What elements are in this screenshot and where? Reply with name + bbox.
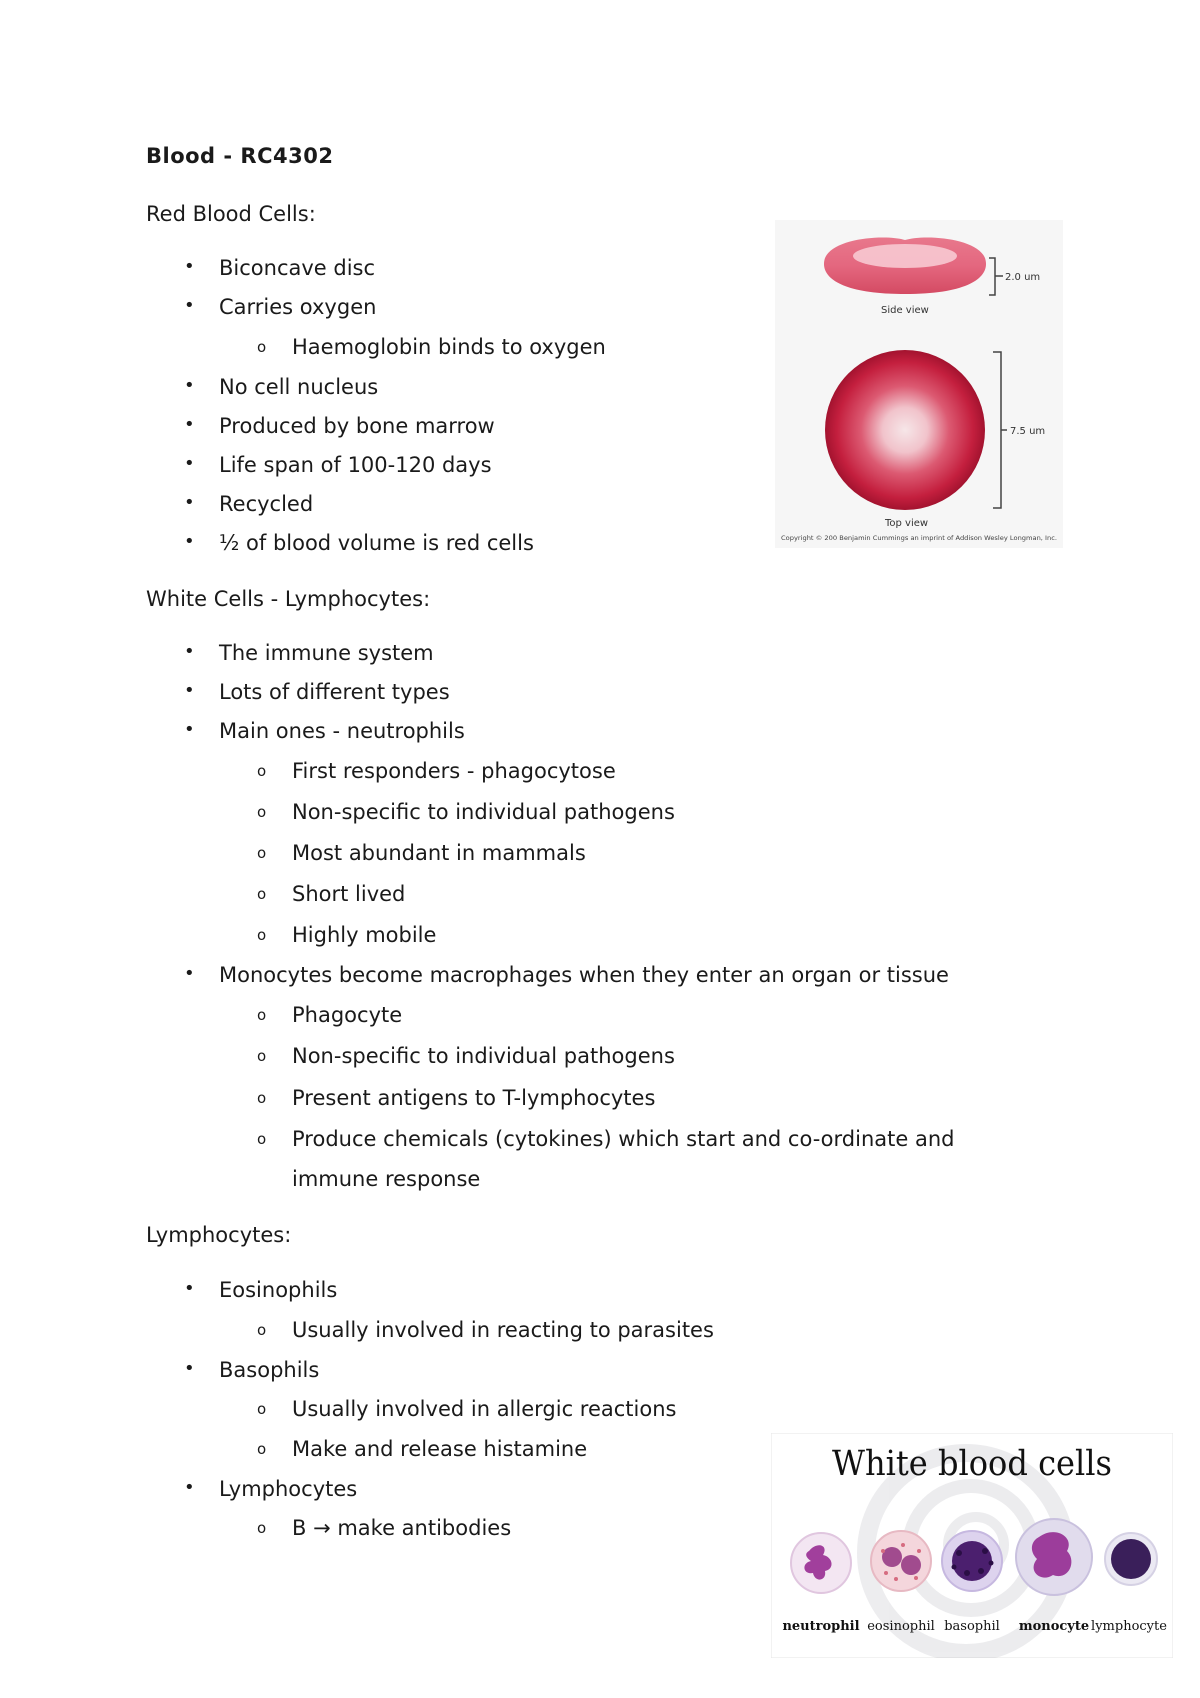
- section-heading-lymphocytes: Lymphocytes:: [146, 1223, 292, 1247]
- section-heading-red-blood-cells: Red Blood Cells:: [146, 202, 316, 226]
- bullet-icon: •: [184, 641, 195, 662]
- figure-title: White blood cells: [832, 1444, 1112, 1484]
- circle-bullet-icon: o: [257, 1400, 267, 1418]
- lymphocyte-cell: [1105, 1533, 1157, 1585]
- circle-bullet-icon: o: [257, 762, 267, 780]
- bullet-icon: •: [184, 1278, 195, 1299]
- circle-bullet-icon: o: [257, 1519, 267, 1537]
- white-blood-cells-figure: [771, 1433, 1173, 1658]
- bullet-icon: •: [184, 492, 195, 513]
- circle-bullet-icon: o: [257, 1130, 267, 1148]
- circle-bullet-icon: o: [257, 885, 267, 903]
- list-item: • Carries oxygen: [184, 295, 377, 319]
- sub-list-item: o B → make antibodies: [257, 1516, 512, 1540]
- list-item: • Monocytes become macrophages when they enter an organ or tissue: [184, 963, 949, 987]
- eosinophil-cell: [871, 1531, 931, 1591]
- sub-list-item: o Usually involved in allergic reactions: [257, 1397, 677, 1421]
- basophil-cell: [942, 1531, 1002, 1591]
- sub-list-item-continuation: immune response: [292, 1167, 481, 1191]
- circle-bullet-icon: o: [257, 926, 267, 944]
- rbc-top-view-shape: [825, 350, 985, 510]
- circle-bullet-icon: o: [257, 338, 267, 356]
- bullet-icon: •: [184, 719, 195, 740]
- cell-label-monocyte: monocyte: [1018, 1619, 1090, 1634]
- top-dimension-label: 7.5 um: [1010, 426, 1046, 437]
- sub-list-item: o Haemoglobin binds to oxygen: [257, 335, 606, 359]
- sub-list-item: o Non-specific to individual pathogens: [257, 800, 675, 824]
- bullet-icon: •: [184, 963, 195, 984]
- bullet-icon: •: [184, 295, 195, 316]
- list-item: • Lymphocytes: [184, 1477, 358, 1501]
- sub-list-item: o Short lived: [257, 882, 406, 906]
- circle-bullet-icon: o: [257, 1089, 267, 1107]
- list-item: • Life span of 100-120 days: [184, 453, 492, 477]
- list-item: • Recycled: [184, 492, 314, 516]
- cell-label-eosinophil: eosinophil: [867, 1619, 935, 1634]
- side-view-label: Side view: [881, 305, 929, 316]
- list-item: • The immune system: [184, 641, 434, 665]
- bullet-icon: •: [184, 375, 195, 396]
- sub-list-item: o Highly mobile: [257, 923, 437, 947]
- side-dimension-label: 2.0 um: [1005, 272, 1041, 283]
- circle-bullet-icon: o: [257, 844, 267, 862]
- sub-list-item: o Most abundant in mammals: [257, 841, 586, 865]
- bullet-icon: •: [184, 1358, 195, 1379]
- section-heading-white-cells: White Cells - Lymphocytes:: [146, 587, 431, 611]
- sub-list-item: o Usually involved in reacting to parasites: [257, 1318, 714, 1342]
- list-item: • Eosinophils: [184, 1278, 338, 1302]
- list-item: • Biconcave disc: [184, 256, 376, 280]
- monocyte-cell: [1016, 1519, 1092, 1595]
- circle-bullet-icon: o: [257, 1321, 267, 1339]
- cell-label-neutrophil: neutrophil: [782, 1619, 860, 1634]
- list-item: • Produced by bone marrow: [184, 414, 495, 438]
- sub-list-item: o Make and release histamine: [257, 1437, 588, 1461]
- circle-bullet-icon: o: [257, 1006, 267, 1024]
- sub-list-item: o First responders - phagocytose: [257, 759, 616, 783]
- sub-list-item: o Non-specific to individual pathogens: [257, 1044, 675, 1068]
- cell-label-lymphocyte: lymphocyte: [1091, 1619, 1167, 1634]
- circle-bullet-icon: o: [257, 1047, 267, 1065]
- circle-bullet-icon: o: [257, 803, 267, 821]
- list-item: • Main ones - neutrophils: [184, 719, 465, 743]
- figure-copyright: Copyright © 200 Benjamin Cummings an imprint of Addison Wesley Longman, Inc.: [781, 534, 1057, 542]
- neutrophil-cell: [791, 1533, 851, 1593]
- bullet-icon: •: [184, 453, 195, 474]
- bullet-icon: •: [184, 414, 195, 435]
- sub-list-item: o Produce chemicals (cytokines) which start and co-ordinate and: [257, 1127, 955, 1151]
- circle-bullet-icon: o: [257, 1440, 267, 1458]
- top-view-label: Top view: [885, 518, 929, 529]
- red-blood-cell-figure: [775, 220, 1063, 548]
- list-item: • No cell nucleus: [184, 375, 379, 399]
- page-title: Blood - RC4302: [146, 144, 334, 168]
- bullet-icon: •: [184, 531, 195, 552]
- list-item: • Lots of different types: [184, 680, 450, 704]
- sub-list-item: o Phagocyte: [257, 1003, 403, 1027]
- sub-list-item: o Present antigens to T-lymphocytes: [257, 1086, 656, 1110]
- list-item: • ½ of blood volume is red cells: [184, 531, 534, 555]
- bullet-icon: •: [184, 256, 195, 277]
- bullet-icon: •: [184, 680, 195, 701]
- bullet-icon: •: [184, 1477, 195, 1498]
- list-item: • Basophils: [184, 1358, 320, 1382]
- rbc-side-view-depression: [853, 244, 957, 268]
- cell-label-basophil: basophil: [944, 1619, 1000, 1634]
